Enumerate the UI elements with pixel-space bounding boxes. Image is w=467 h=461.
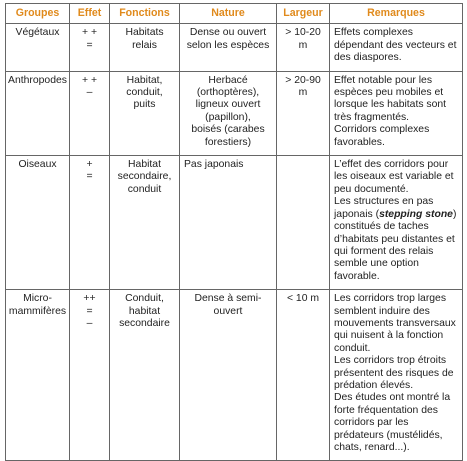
fonctions-line: Habitat [128,159,161,171]
cell-nature [180,71,277,155]
cell-effet [70,71,110,155]
header-largeur: Largeur [277,4,330,24]
fonctions-line: conduit [127,183,162,195]
remarque-paragraph: Les corridors trop larges semblent induire des mouvements transversaux qui nuisent à la fonction conduit. [334,293,456,354]
fonctions-line: habitat [128,305,161,317]
cell-groupe [6,71,70,155]
cell-nature [180,24,277,71]
cell-nature [180,156,277,290]
header-fonctions: Fonctions [110,4,180,24]
nature-line: boisés (carabes [191,124,265,136]
header-nature: Nature [180,4,277,24]
effet-line: + + [81,74,98,86]
remarque-paragraph: L’effet des corridors pour les oiseaux est variable et peu documenté. [334,159,454,195]
cell-effet [70,156,110,290]
nature-line: (papillon), [205,111,251,123]
groupe-text: Végétaux [15,27,60,39]
effet-line: – [86,317,93,329]
nature-line: ligneux ouvert [195,99,261,111]
cell-largeur: > 20-90 m [277,71,330,155]
cell-effet [70,290,110,461]
fonctions-line: Habitats [125,27,164,39]
fonctions-line: secondaire [119,317,170,329]
cell-effet [70,24,110,71]
table-row [6,71,463,155]
table-container [5,3,462,461]
fonctions-line: Habitat, [126,74,163,86]
remarque-paragraph: Corridors complexes favorables. [334,124,430,148]
cell-fonctions [110,71,180,155]
cell-remarques [330,24,463,71]
effet-line: ++ [83,293,96,305]
cell-groupe [6,156,70,290]
effet-line: + [86,159,93,171]
cell-remarques [330,290,463,461]
remarque-paragraph: Des études ont montré la forte fréquentation des corridors par les prédateurs (mustélidés, chats, renard...). [334,392,451,453]
table-row [6,290,463,461]
header-remarques: Remarques [330,4,463,24]
nature-line: Pas japonais [184,159,244,171]
effet-line: + + [81,27,98,39]
table-row [6,24,463,71]
corridor-effects-table [5,3,463,461]
cell-largeur [277,156,330,290]
nature-line: ouvert [213,305,243,317]
cell-groupe [6,290,70,461]
cell-fonctions [110,290,180,461]
effet-line: = [86,305,93,317]
cell-fonctions [110,156,180,290]
cell-groupe [6,24,70,71]
nature-line: (orthoptères), [196,87,260,99]
fonctions-line: Conduit, [125,293,164,305]
fonctions-line: conduit, [126,87,163,99]
header-effet: Effet [70,4,110,24]
remarque-text: ) constitués de taches d’habitats peu distantes et qui forment des relais semble une option favorable. [334,208,457,282]
cell-nature [180,290,277,461]
nature-line: Herbacé [208,74,248,86]
effet-line: = [86,171,93,183]
cell-largeur: < 10 m [277,290,330,461]
cell-remarques [330,71,463,155]
remarque-paragraph: Les corridors trop étroits présentent des risques de prédation élevés. [334,355,454,391]
effet-line: – [86,87,93,99]
remarque-text: Les structures en pas japonais ( [334,196,434,220]
groupe-text: Anthropodes [8,74,67,86]
nature-line: Dense ou ouvert [189,27,267,39]
groupe-text: Oiseaux [18,159,57,171]
remarque-paragraph: Effets complexes dépendant des vecteurs et des diaspores. [334,27,457,64]
fonctions-line: relais [132,39,157,51]
header-groupes: Groupes [6,4,70,24]
cell-remarques [330,156,463,290]
fonctions-line: puits [133,99,156,111]
cell-fonctions [110,24,180,71]
remarque-paragraph [334,196,458,283]
nature-line: Dense à semi- [194,293,262,305]
nature-line: selon les espèces [186,39,270,51]
remarque-paragraph: Effet notable pour les espèces peu mobiles et lorsque les habitats sont très fragmentés. [334,74,447,123]
groupe-text: Micro- [23,293,52,305]
table-row [6,156,463,290]
cell-largeur: > 10-20 m [277,24,330,71]
effet-line: = [86,39,93,51]
nature-line: forestiers) [204,136,252,148]
fonctions-line: secondaire, [117,171,172,183]
groupe-text: mammifères [8,305,67,317]
remarque-emphasis: stepping stone [379,208,453,220]
table-header-row [6,4,463,24]
